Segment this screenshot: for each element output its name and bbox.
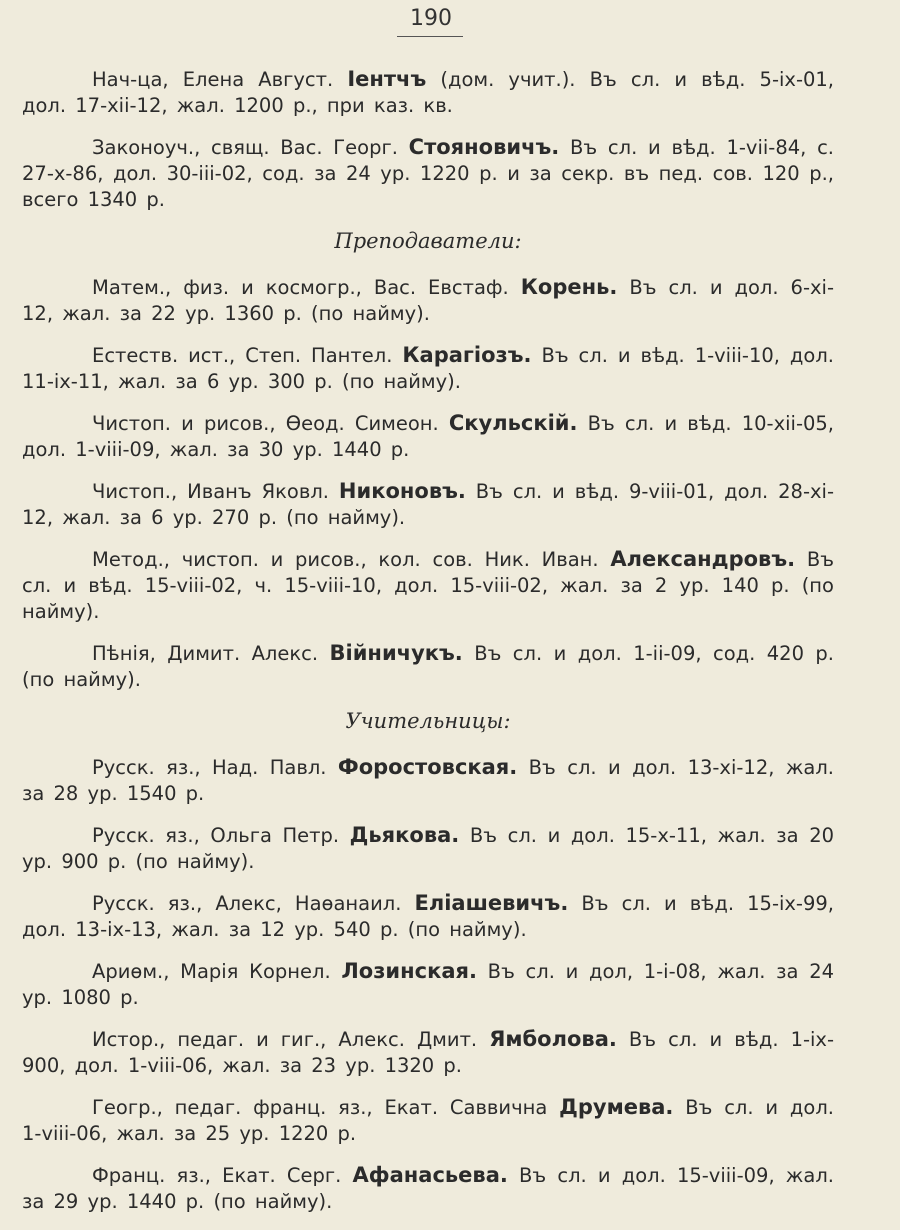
entry-service-details: Въ сл. и вѣд. 1-viii-10, дол. 11-ix-11, жал. за 6 ур. 300 р. (по найму).: [22, 344, 834, 393]
entry-service-details: Въ сл. и дол. 6-xi-12, жал. за 22 ур. 1360 р. (по найму).: [22, 276, 834, 325]
entry-surname: Никоновъ.: [338, 479, 466, 503]
entry-surname: Форостовская.: [337, 755, 518, 779]
entry-surname: Карагіозъ.: [402, 343, 532, 367]
entry-service-details: (дом. учит.). Въ сл. и вѣд. 5-ix-01, дол. 17-xii-12, жал. 1200 р., при каз. кв.: [22, 68, 835, 117]
entry-surname: Скульскій.: [448, 411, 578, 435]
entry-surname: Корень.: [520, 275, 618, 299]
staff-entry: [22, 478, 834, 531]
staff-entry: [22, 754, 834, 807]
staff-entry: [22, 546, 834, 625]
section-heading: Учительницы:: [345, 709, 511, 733]
page-number-rule: [397, 36, 463, 37]
entry-position-and-name: Ариѳм., Марія Корнел.: [92, 960, 342, 983]
staff-entry: [22, 410, 834, 463]
entry-service-details: Въ сл. и вѣд. 9-viii-01, дол. 28-xi-12, жал. за 6 ур. 270 р. (по найму).: [22, 480, 834, 529]
entry-position-and-name: Пѣнія, Димит. Алекс.: [92, 642, 330, 665]
entry-service-details: Въ сл. и дол, 1-i-08, жал. за 24 ур. 1080 р.: [22, 960, 835, 1009]
entry-surname: Дьякова.: [349, 823, 460, 847]
entry-surname: Лозинская.: [341, 959, 477, 983]
staff-entry: [22, 342, 834, 395]
entry-surname: Стояновичъ.: [408, 135, 560, 159]
entry-surname: Еліашевичъ.: [414, 891, 569, 915]
entry-service-details: Въ сл. и вѣд. 1-ix-900, дол. 1-viii-06, жал. за 23 ур. 1320 р.: [22, 1028, 835, 1077]
entry-position-and-name: Метод., чистоп. и рисов., кол. сов. Ник. Иван.: [92, 548, 611, 571]
entry-surname: Друмева.: [559, 1095, 674, 1119]
entry-service-details: Въ сл. и дол. 1-ii-09, сод. 420 р. (по найму).: [22, 642, 834, 691]
page-number: 190: [410, 6, 452, 31]
entry-position-and-name: Русск. яз., Алекс, Наѳанаил.: [92, 892, 415, 915]
entry-position-and-name: Естеств. ист., Степ. Пантел.: [92, 344, 403, 367]
entry-position-and-name: Законоуч., свящ. Вас. Георг.: [92, 136, 409, 159]
entry-position-and-name: Чистоп. и рисов., Ѳеод. Симеон.: [92, 412, 449, 435]
staff-entry: [22, 640, 834, 693]
staff-entry: [22, 1094, 834, 1147]
staff-entry: [22, 958, 834, 1011]
staff-entry: [22, 1162, 834, 1215]
section-heading: Преподаватели:: [334, 229, 522, 253]
staff-entry: [22, 274, 834, 327]
entry-service-details: Въ сл. и вѣд. 15-ix-99, дол. 13-ix-13, жал. за 12 ур. 540 р. (по найму).: [22, 892, 834, 941]
entry-service-details: Въ сл. и вѣд. 10-xii-05, дол. 1-viii-09, жал. за 30 ур. 1440 р.: [22, 412, 834, 461]
entry-service-details: Въ сл. и дол. 15-x-11, жал. за 20 ур. 900 р. (по найму).: [22, 824, 835, 873]
staff-entry: [22, 890, 834, 943]
entries-list: [22, 66, 834, 1230]
entry-position-and-name: Франц. яз., Екат. Серг.: [92, 1164, 353, 1187]
staff-entry: [22, 66, 834, 119]
entry-position-and-name: Русск. яз., Ольга Петр.: [92, 824, 350, 847]
entry-service-details: Въ сл. и дол. 15-viii-09, жал. за 29 ур. 1440 р. (по найму).: [22, 1164, 834, 1213]
entry-position-and-name: Матем., физ. и космогр., Вас. Евстаф.: [92, 276, 521, 299]
staff-entry: [22, 134, 834, 213]
entry-service-details: Въ сл. и вѣд. 1-vii-84, с. 27-x-86, дол. 30-iii-02, сод. за 24 ур. 1220 р. и за секр. въ пед. сов. 120 р., всего 1340 р.: [22, 136, 834, 211]
staff-entry: [22, 1026, 834, 1079]
entry-service-details: Въ сл. и дол. 13-xi-12, жал. за 28 ур. 1540 р.: [22, 756, 835, 805]
entry-position-and-name: Нач-ца, Елена Август.: [92, 68, 348, 91]
entry-position-and-name: Чистоп., Иванъ Яковл.: [92, 480, 339, 503]
entry-position-and-name: Русск. яз., Над. Павл.: [92, 756, 338, 779]
entry-position-and-name: Геогр., педаг. франц. яз., Екат. Саввична: [92, 1096, 560, 1119]
entry-service-details: Въ сл. и дол. 1-viii-06, жал. за 25 ур. 1220 р.: [22, 1096, 834, 1145]
staff-entry: [22, 822, 834, 875]
entry-surname: Іентчъ: [347, 67, 427, 91]
entry-surname: Александровъ.: [610, 547, 796, 571]
entry-surname: Ямболова.: [489, 1027, 617, 1051]
entry-position-and-name: Истор., педаг. и гиг., Алекс. Дмит.: [92, 1028, 490, 1051]
entry-service-details: Въ сл. и вѣд. 15-viii-02, ч. 15-viii-10, дол. 15-viii-02, жал. за 2 ур. 140 р. (по найму).: [22, 548, 835, 623]
entry-surname: Афанасьева.: [352, 1163, 508, 1187]
entry-surname: Війничукъ.: [329, 641, 463, 665]
